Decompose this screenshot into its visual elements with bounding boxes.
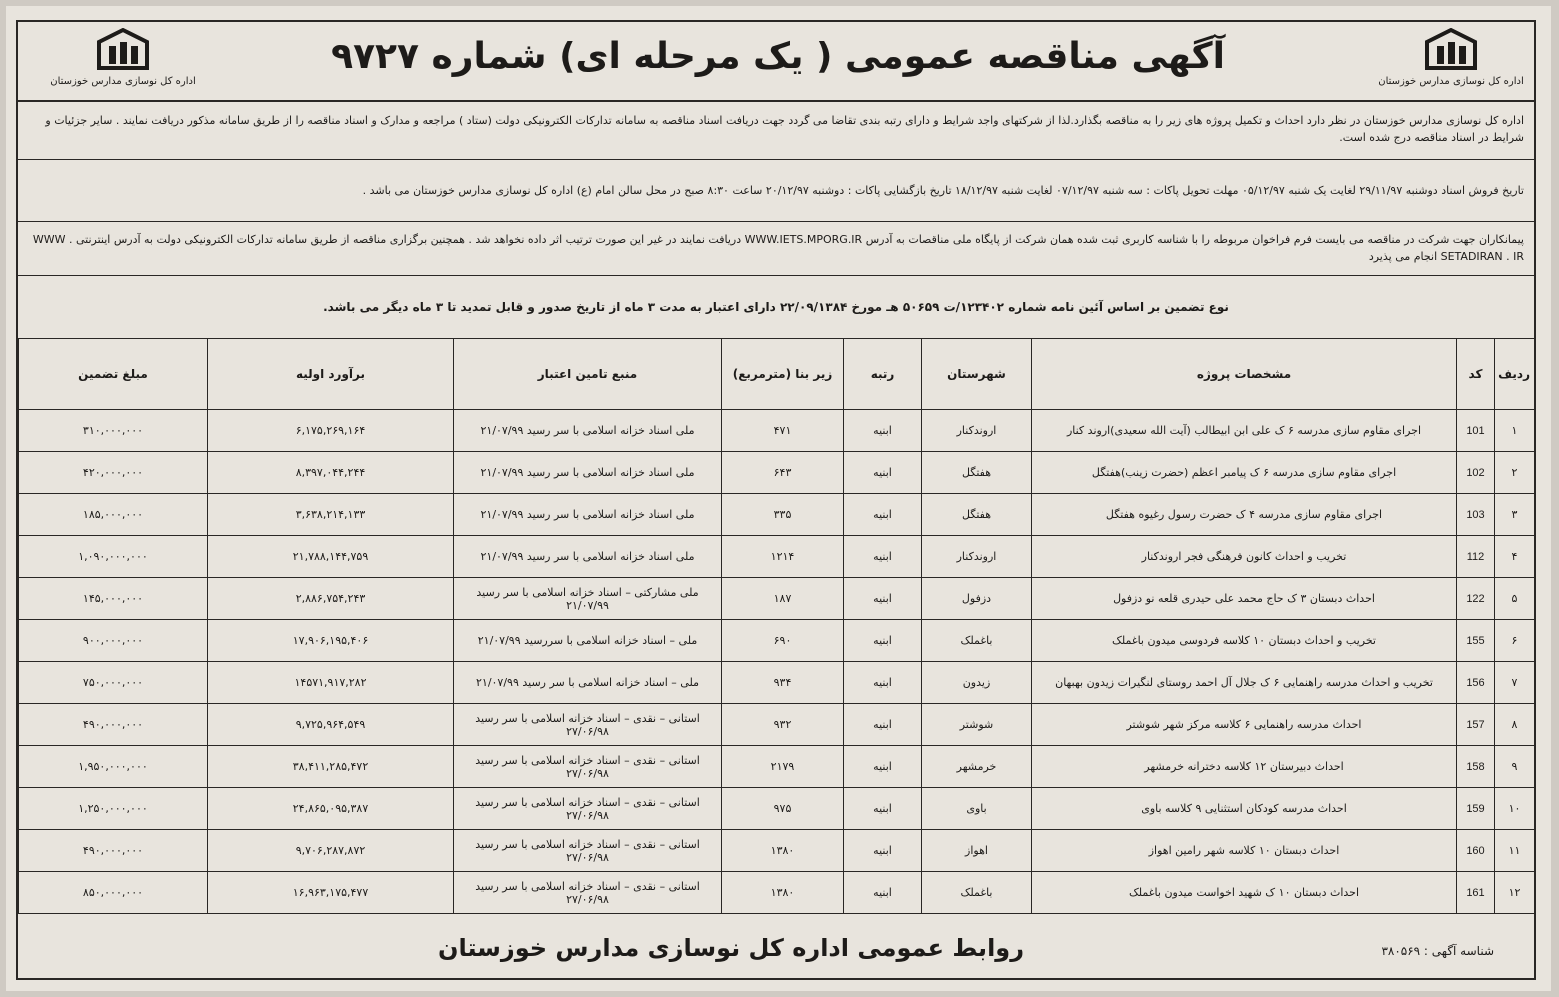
table-row [19,746,1535,788]
cell-project-code: 160 [1457,830,1495,872]
cell-guarantee-amount: ۴۹۰,۰۰۰,۰۰۰ [19,704,208,746]
header-floor-area: زیر بنا (مترمربع) [722,339,844,410]
header-row-number: ردیف [1495,339,1535,410]
cell-city: هفتگل [922,494,1032,536]
table-row [19,410,1535,452]
cell-project-code: 101 [1457,410,1495,452]
contractors-paragraph: پیمانکاران جهت شرکت در مناقصه می بایست فرم فراخوان مربوطه را با شناسه کاربری ثبت شده همان شرکت از پایگاه ملی مناقصات به آدرس WWW.IETS.MPORG.IR دریافت نمایند در غیر این صورت ترتیب اثر داده نخواهد شد . همچنین برگزاری مناقصه از طریق سامانه تدارکات الکترونیکی دولت به آدرس اینترنتی . WWW SETADIRAN . IR انجام می پذیرد [18,222,1534,276]
header-city: شهرستان [922,339,1032,410]
header-project-description: مشخصات پروژه [1032,339,1457,410]
cell-city: اروندکنار [922,536,1032,578]
cell-project-description: احداث مدرسه راهنمایی ۶ کلاسه مرکز شهر شوشتر [1032,704,1457,746]
cell-floor-area: ۹۳۴ [722,662,844,704]
cell-city: زیدون [922,662,1032,704]
cell-row-number: ۵ [1495,578,1535,620]
cell-project-description: اجرای مقاوم سازی مدرسه ۶ ک علی ابن ابیطالب (آیت الله سعیدی)اروند کنار [1032,410,1457,452]
cell-grade: ابنیه [844,704,922,746]
org-caption: اداره کل نوسازی مدارس خوزستان [1378,76,1524,87]
cell-project-code: 156 [1457,662,1495,704]
header-funding-source: منبع تامین اعتبار [454,339,722,410]
cell-initial-estimate: ۲,۸۸۶,۷۵۴,۲۴۳ [208,578,454,620]
header-project-code: کد [1457,339,1495,410]
cell-guarantee-amount: ۱۴۵,۰۰۰,۰۰۰ [19,578,208,620]
cell-funding-source: ملی مشارکتی – اسناد خزانه اسلامی با سر رسید ۲۱/۰۷/۹۹ [454,578,722,620]
cell-project-description: تخریب و احداث دبستان ۱۰ کلاسه فردوسی میدون باغملک [1032,620,1457,662]
cell-funding-source: استانی – نقدی – اسناد خزانه اسلامی با سر رسید ۲۷/۰۶/۹۸ [454,704,722,746]
cell-funding-source: ملی اسناد خزانه اسلامی با سر رسید ۲۱/۰۷/۹۹ [454,452,722,494]
cell-project-code: 103 [1457,494,1495,536]
cell-project-description: احداث دبستان ۳ ک حاج محمد علی حیدری قلعه نو دزفول [1032,578,1457,620]
table-row [19,662,1535,704]
cell-grade: ابنیه [844,788,922,830]
cell-project-code: 112 [1457,536,1495,578]
cell-city: خرمشهر [922,746,1032,788]
cell-row-number: ۸ [1495,704,1535,746]
cell-initial-estimate: ۳,۶۳۸,۲۱۴,۱۳۳ [208,494,454,536]
cell-floor-area: ۱۸۷ [722,578,844,620]
table-row [19,704,1535,746]
cell-city: هفتگل [922,452,1032,494]
cell-guarantee-amount: ۳۱۰,۰۰۰,۰۰۰ [19,410,208,452]
cell-grade: ابنیه [844,452,922,494]
cell-initial-estimate: ۹,۷۰۶,۲۸۷,۸۷۲ [208,830,454,872]
cell-row-number: ۴ [1495,536,1535,578]
cell-initial-estimate: ۶,۱۷۵,۲۶۹,۱۶۴ [208,410,454,452]
cell-initial-estimate: ۹,۷۲۵,۹۶۴,۵۴۹ [208,704,454,746]
table-row [19,494,1535,536]
cell-project-description: احداث مدرسه کودکان استثنایی ۹ کلاسه باوی [1032,788,1457,830]
dates-paragraph: تاریخ فروش اسناد دوشنبه ۲۹/۱۱/۹۷ لغایت یک شنبه ۰۵/۱۲/۹۷ مهلت تحویل پاکات : سه شنبه ۰۷/۱۲/۹۷ لغایت شنبه ۱۸/۱۲/۹۷ تاریخ بازگشایی پاکات : دوشنبه ۲۰/۱۲/۹۷ ساعت ۸:۳۰ صبح در محل سالن امام (ع) اداره کل نوسازی مدارس خوزستان می باشد . [18,160,1534,222]
tender-notice [16,20,1536,980]
footer-title: روابط عمومی اداره کل نوسازی مدارس خوزستان [438,934,1025,962]
cell-funding-source: ملی اسناد خزانه اسلامی با سر رسید ۲۱/۰۷/۹۹ [454,494,722,536]
table-header-row [19,339,1535,410]
cell-grade: ابنیه [844,494,922,536]
cell-funding-source: استانی – نقدی – اسناد خزانه اسلامی با سر رسید ۲۷/۰۶/۹۸ [454,788,722,830]
notice-footer [18,930,1534,974]
cell-guarantee-amount: ۴۹۰,۰۰۰,۰۰۰ [19,830,208,872]
cell-project-description: احداث دبستان ۱۰ کلاسه شهر رامین اهواز [1032,830,1457,872]
cell-row-number: ۳ [1495,494,1535,536]
newspaper-page [6,6,1551,991]
cell-guarantee-amount: ۱,۲۵۰,۰۰۰,۰۰۰ [19,788,208,830]
cell-guarantee-amount: ۱,۰۹۰,۰۰۰,۰۰۰ [19,536,208,578]
notice-title: آگهی مناقصه عمومی ( یک مرحله ای) شماره ۹۷۲۷ [331,36,1225,77]
table-row [19,578,1535,620]
org-logo-left [48,28,198,87]
cell-guarantee-amount: ۹۰۰,۰۰۰,۰۰۰ [19,620,208,662]
header-guarantee-amount: مبلغ تضمین [19,339,208,410]
cell-grade: ابنیه [844,746,922,788]
header-grade: رتبه [844,339,922,410]
cell-initial-estimate: ۱۶,۹۶۳,۱۷۵,۴۷۷ [208,872,454,914]
cell-project-code: 159 [1457,788,1495,830]
cell-guarantee-amount: ۴۲۰,۰۰۰,۰۰۰ [19,452,208,494]
cell-project-description: اجرای مقاوم سازی مدرسه ۶ ک پیامبر اعظم (حضرت زینب)هفتگل [1032,452,1457,494]
cell-funding-source: ملی – اسناد خزانه اسلامی با سررسید ۲۱/۰۷/۹۹ [454,620,722,662]
cell-floor-area: ۱۳۸۰ [722,872,844,914]
cell-city: باوی [922,788,1032,830]
org-caption: اداره کل نوسازی مدارس خوزستان [50,76,196,87]
cell-project-description: احداث دبستان ۱۰ ک شهید اخواست میدون باغملک [1032,872,1457,914]
table-row [19,872,1535,914]
table-row [19,788,1535,830]
ad-id: شناسه آگهی : ۳۸۰۵۶۹ [1381,944,1494,958]
cell-initial-estimate: ۱۷,۹۰۶,۱۹۵,۴۰۶ [208,620,454,662]
cell-row-number: ۲ [1495,452,1535,494]
cell-floor-area: ۱۲۱۴ [722,536,844,578]
table-row [19,830,1535,872]
cell-funding-source: ملی – اسناد خزانه اسلامی با سر رسید ۲۱/۰۷/۹۹ [454,662,722,704]
org-logo-right [1376,28,1526,87]
school-renovation-logo-icon [1423,28,1479,72]
cell-row-number: ۹ [1495,746,1535,788]
cell-funding-source: استانی – نقدی – اسناد خزانه اسلامی با سر رسید ۲۷/۰۶/۹۸ [454,746,722,788]
table-row [19,452,1535,494]
cell-guarantee-amount: ۷۵۰,۰۰۰,۰۰۰ [19,662,208,704]
cell-funding-source: ملی اسناد خزانه اسلامی با سر رسید ۲۱/۰۷/۹۹ [454,536,722,578]
cell-floor-area: ۲۱۷۹ [722,746,844,788]
cell-initial-estimate: ۳۸,۴۱۱,۲۸۵,۴۷۲ [208,746,454,788]
cell-funding-source: استانی – نقدی – اسناد خزانه اسلامی با سر رسید ۲۷/۰۶/۹۸ [454,830,722,872]
cell-project-description: تخریب و احداث کانون فرهنگی فجر اروندکنار [1032,536,1457,578]
cell-city: دزفول [922,578,1032,620]
cell-floor-area: ۹۷۵ [722,788,844,830]
cell-funding-source: استانی – نقدی – اسناد خزانه اسلامی با سر رسید ۲۷/۰۶/۹۸ [454,872,722,914]
notice-header [18,22,1534,102]
cell-project-code: 155 [1457,620,1495,662]
cell-row-number: ۱۱ [1495,830,1535,872]
cell-project-description: اجرای مقاوم سازی مدرسه ۴ ک حضرت رسول رغیوه هفتگل [1032,494,1457,536]
cell-funding-source: ملی اسناد خزانه اسلامی با سر رسید ۲۱/۰۷/۹۹ [454,410,722,452]
cell-row-number: ۱۲ [1495,872,1535,914]
cell-row-number: ۷ [1495,662,1535,704]
cell-guarantee-amount: ۱۸۵,۰۰۰,۰۰۰ [19,494,208,536]
cell-row-number: ۱ [1495,410,1535,452]
cell-floor-area: ۹۳۲ [722,704,844,746]
cell-initial-estimate: ۱۴۵۷۱,۹۱۷,۲۸۲ [208,662,454,704]
cell-project-description: احداث دبیرستان ۱۲ کلاسه دخترانه خرمشهر [1032,746,1457,788]
cell-project-code: 122 [1457,578,1495,620]
cell-initial-estimate: ۲۴,۸۶۵,۰۹۵,۳۸۷ [208,788,454,830]
cell-initial-estimate: ۸,۳۹۷,۰۴۴,۲۴۴ [208,452,454,494]
cell-city: اروندکنار [922,410,1032,452]
cell-grade: ابنیه [844,536,922,578]
cell-grade: ابنیه [844,410,922,452]
cell-floor-area: ۶۴۳ [722,452,844,494]
cell-grade: ابنیه [844,830,922,872]
cell-project-code: 157 [1457,704,1495,746]
cell-guarantee-amount: ۸۵۰,۰۰۰,۰۰۰ [19,872,208,914]
cell-city: باغملک [922,620,1032,662]
header-initial-estimate: برآورد اولیه [208,339,454,410]
cell-initial-estimate: ۲۱,۷۸۸,۱۴۴,۷۵۹ [208,536,454,578]
cell-project-code: 161 [1457,872,1495,914]
cell-floor-area: ۶۹۰ [722,620,844,662]
cell-floor-area: ۱۳۸۰ [722,830,844,872]
cell-floor-area: ۳۳۵ [722,494,844,536]
cell-row-number: ۱۰ [1495,788,1535,830]
cell-guarantee-amount: ۱,۹۵۰,۰۰۰,۰۰۰ [19,746,208,788]
intro-paragraph: اداره کل نوسازی مدارس خوزستان در نظر دارد احداث و تکمیل پروژه های زیر را به مناقصه بگذارد.لذا از شرکتهای واجد شرایط و دارای رتبه بندی تقاضا می گردد جهت دریافت اسناد مناقصه به سامانه تدارکات الکترونیکی دولت (ستاد ) مراجعه و مدارک و اسناد مناقصه را از طریق سامانه مذکور دریافت نمایند . سایر جزئیات و شرایط در اسناد مناقصه درج شده است. [18,102,1534,160]
table-row [19,620,1535,662]
cell-grade: ابنیه [844,662,922,704]
guarantee-note: نوع تضمین بر اساس آئین نامه شماره ۱۲۳۴۰۲/ت ۵۰۶۵۹ هـ مورخ ۲۲/۰۹/۱۳۸۴ دارای اعتبار به مدت ۳ ماه از تاریخ صدور و قابل تمدید تا ۳ ماه دیگر می باشد. [323,300,1229,314]
school-renovation-logo-icon [95,28,151,72]
cell-row-number: ۶ [1495,620,1535,662]
cell-city: باغملک [922,872,1032,914]
cell-grade: ابنیه [844,578,922,620]
cell-grade: ابنیه [844,872,922,914]
cell-grade: ابنیه [844,620,922,662]
cell-floor-area: ۴۷۱ [722,410,844,452]
table-row [19,536,1535,578]
projects-table [18,338,1535,914]
cell-city: شوشتر [922,704,1032,746]
cell-project-code: 158 [1457,746,1495,788]
cell-project-description: تخریب و احداث مدرسه راهنمایی ۶ ک جلال آل احمد روستای لنگیرات زیدون بهبهان [1032,662,1457,704]
cell-project-code: 102 [1457,452,1495,494]
cell-city: اهواز [922,830,1032,872]
